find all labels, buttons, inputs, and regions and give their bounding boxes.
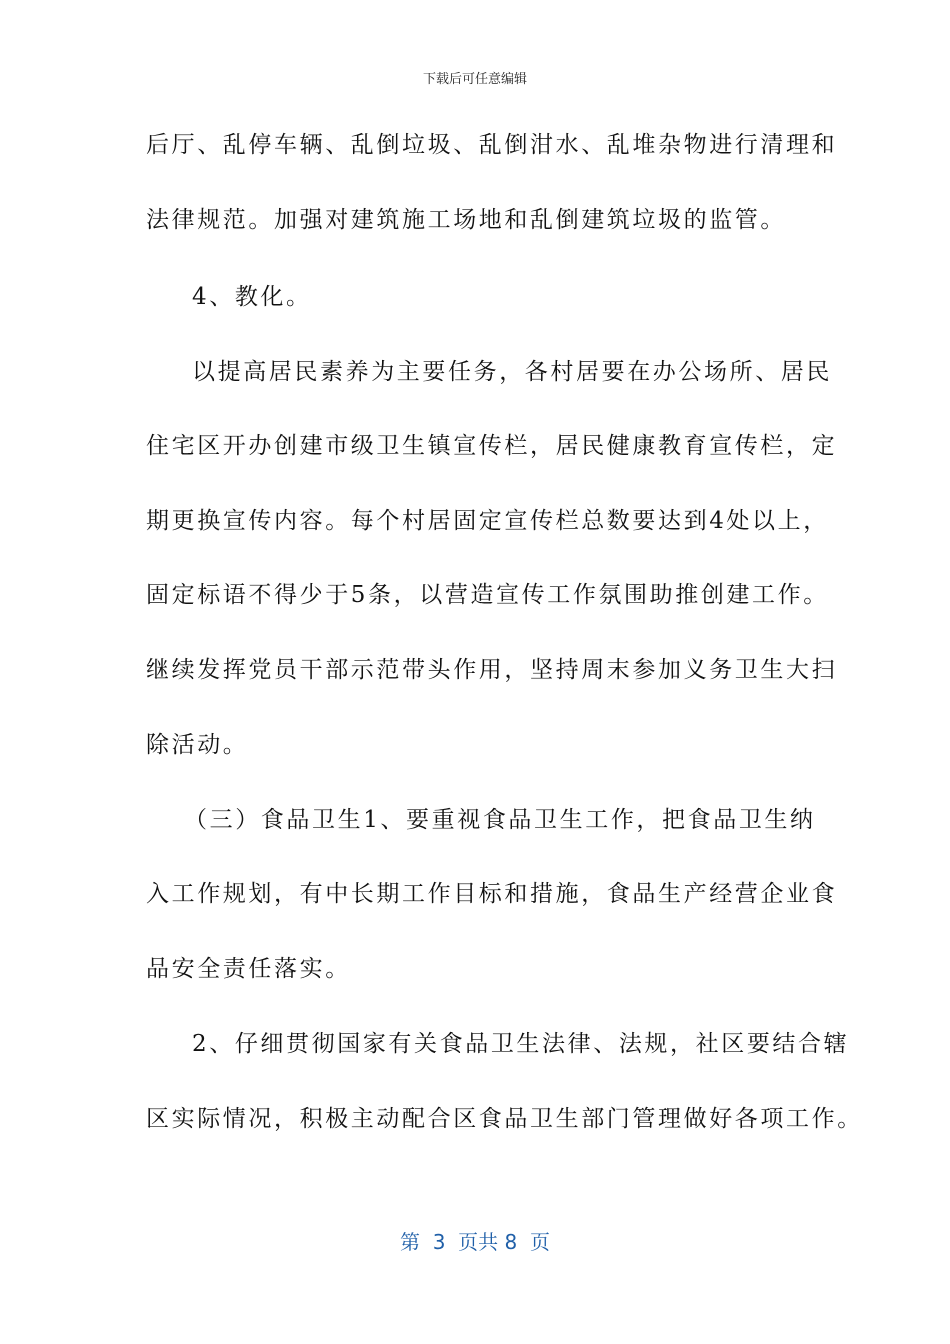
body-line-2: 法律规范。加强对建筑施工场地和乱倒建筑垃圾的监管。 <box>146 207 786 233</box>
section-heading-jiaohua: 4、教化。 <box>192 284 312 310</box>
body-line-8: 继续发挥党员干部示范带头作用，坚持周末参加义务卫生大扫 <box>146 657 838 683</box>
body-line-7: 固定标语不得少于5条，以营造宣传工作氛围助推创建工作。 <box>146 582 829 608</box>
body-line-12: 品安全责任落实。 <box>146 956 351 982</box>
page-header: 下载后可任意编辑 <box>422 72 527 87</box>
body-line-1: 后厅、乱停车辆、乱倒垃圾、乱倒泔水、乱堆杂物进行清理和 <box>146 132 838 158</box>
body-line-5: 住宅区开办创建市级卫生镇宣传栏，居民健康教育宣传栏，定 <box>146 433 838 459</box>
section-heading-food-hygiene: （三）食品卫生1、要重视食品卫生工作，把食品卫生纳 <box>184 807 816 833</box>
body-line-13: 2、仔细贯彻国家有关食品卫生法律、法规，社区要结合辖 <box>192 1031 850 1057</box>
page-footer-pagination: 第 3 页共 8 页 <box>400 1230 550 1254</box>
body-line-4: 以提高居民素养为主要任务，各村居要在办公场所、居民 <box>192 359 832 385</box>
body-line-9: 除活动。 <box>146 732 249 758</box>
body-line-6: 期更换宣传内容。每个村居固定宣传栏总数要达到4处以上， <box>146 508 829 534</box>
body-line-11: 入工作规划，有中长期工作目标和措施，食品生产经营企业食 <box>146 881 838 907</box>
body-line-14: 区实际情况，积极主动配合区食品卫生部门管理做好各项工作。 <box>146 1106 863 1132</box>
